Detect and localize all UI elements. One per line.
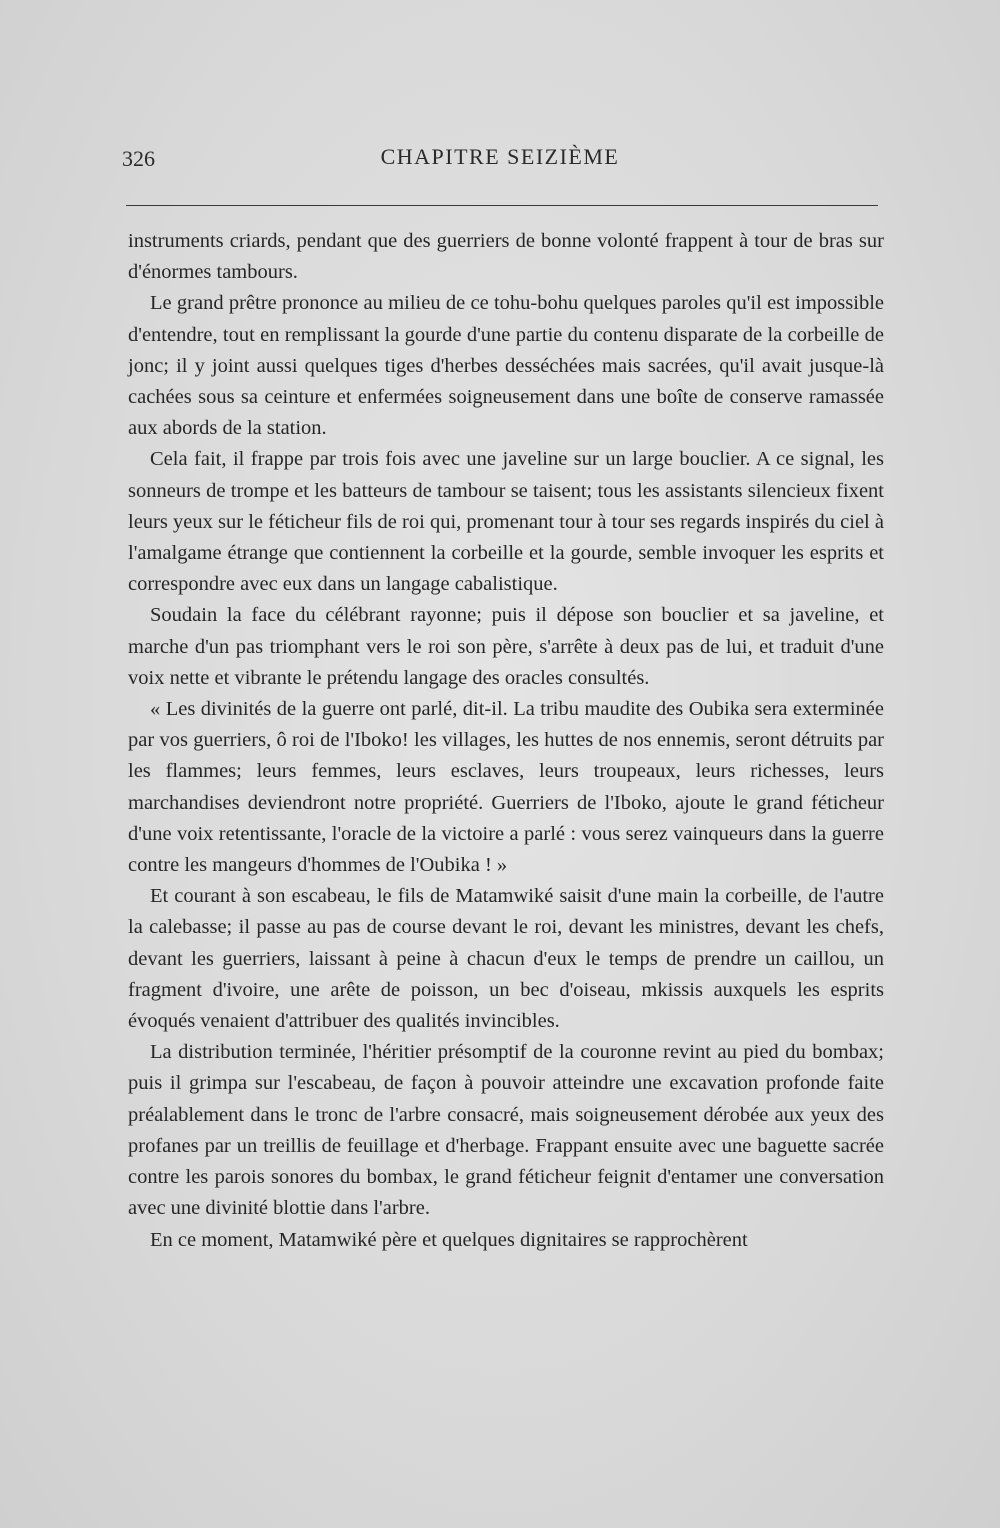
header-rule bbox=[126, 205, 878, 206]
paragraph: instruments criards, pendant que des guerriers de bonne volonté frappent à tour de bras sur d'énormes tambours. bbox=[128, 230, 884, 284]
paragraph: En ce moment, Matamwiké père et quelques dignitaires se rapprochèrent bbox=[150, 1228, 748, 1251]
paragraph: « Les divinités de la guerre ont parlé, dit-il. La tribu maudite des Oubika sera exterminée par vos guerriers, ô roi de l'Iboko! les villages, les huttes de nos ennemis, seront détruits par les flammes; leurs femmes, leurs esclaves, leurs troupeaux, leurs richesses, leurs marchandises deviendront notre propriété. Guerriers de l'Iboko, ajoute le grand féticheur d'une voix retentissante, l'oracle de la victoire a parlé : vous serez vainqueurs dans la guerre contre les mangeurs d'hommes de l'Oubika ! » bbox=[128, 698, 884, 877]
paragraph: Et courant à son escabeau, le fils de Matamwiké saisit d'une main la corbeille, de l'autre la calebasse; il passe au pas de course devant le roi, devant les ministres, devant les chefs, devant les guerriers, laissant à peine à chacun d'eux le temps de prendre un caillou, un fragment d'ivoire, une arête de poisson, un bec d'oiseau, mkissis auxquels les esprits évoqués venaient d'attribuer des qualités invincibles. bbox=[128, 885, 884, 1033]
body-text bbox=[128, 226, 884, 1256]
paragraph: Le grand prêtre prononce au milieu de ce tohu-bohu quelques paroles qu'il est impossible d'entendre, tout en remplissant la gourde d'une partie du contenu disparate de la corbeille de jonc; il y joint aussi quelques tiges d'herbes desséchées mais sacrées, qu'il avait jusque-là cachées sous sa ceinture et enfermées soigneusement dans une boîte de conserve ramassée aux abords de la station. bbox=[128, 292, 884, 440]
paragraph: Cela fait, il frappe par trois fois avec une javeline sur un large bouclier. A ce signal, les sonneurs de trompe et les batteurs de tambour se taisent; tous les assistants silencieux fixent leurs yeux sur le féticheur fils de roi qui, promenant tour à tour ses regards inspirés du ciel à l'amalgame étrange que contiennent la corbeille et la gourde, semble invoquer les esprits et correspondre avec eux dans un langage cabalistique. bbox=[128, 448, 884, 596]
page-header bbox=[122, 142, 878, 182]
page-number: 326 bbox=[122, 146, 155, 171]
paragraph: Soudain la face du célébrant rayonne; puis il dépose son bouclier et sa javeline, et marche d'un pas triomphant vers le roi son père, s'arrête à deux pas de lui, et traduit d'une voix nette et vibrante le prétendu langage des oracles consultés. bbox=[128, 604, 884, 689]
paragraph: La distribution terminée, l'héritier présomptif de la couronne revint au pied du bombax; puis il grimpa sur l'escabeau, de façon à pouvoir atteindre une excavation profonde faite préalablement dans le tronc de l'arbre consacré, mais soigneusement dérobée aux yeux des profanes par un treillis de feuillage et d'herbage. Frappant ensuite avec une baguette sacrée contre les parois sonores du bombax, le grand féticheur feignit d'entamer une conversation avec une divinité blottie dans l'arbre. bbox=[128, 1041, 884, 1220]
chapter-title: CHAPITRE SEIZIÈME bbox=[380, 144, 620, 169]
